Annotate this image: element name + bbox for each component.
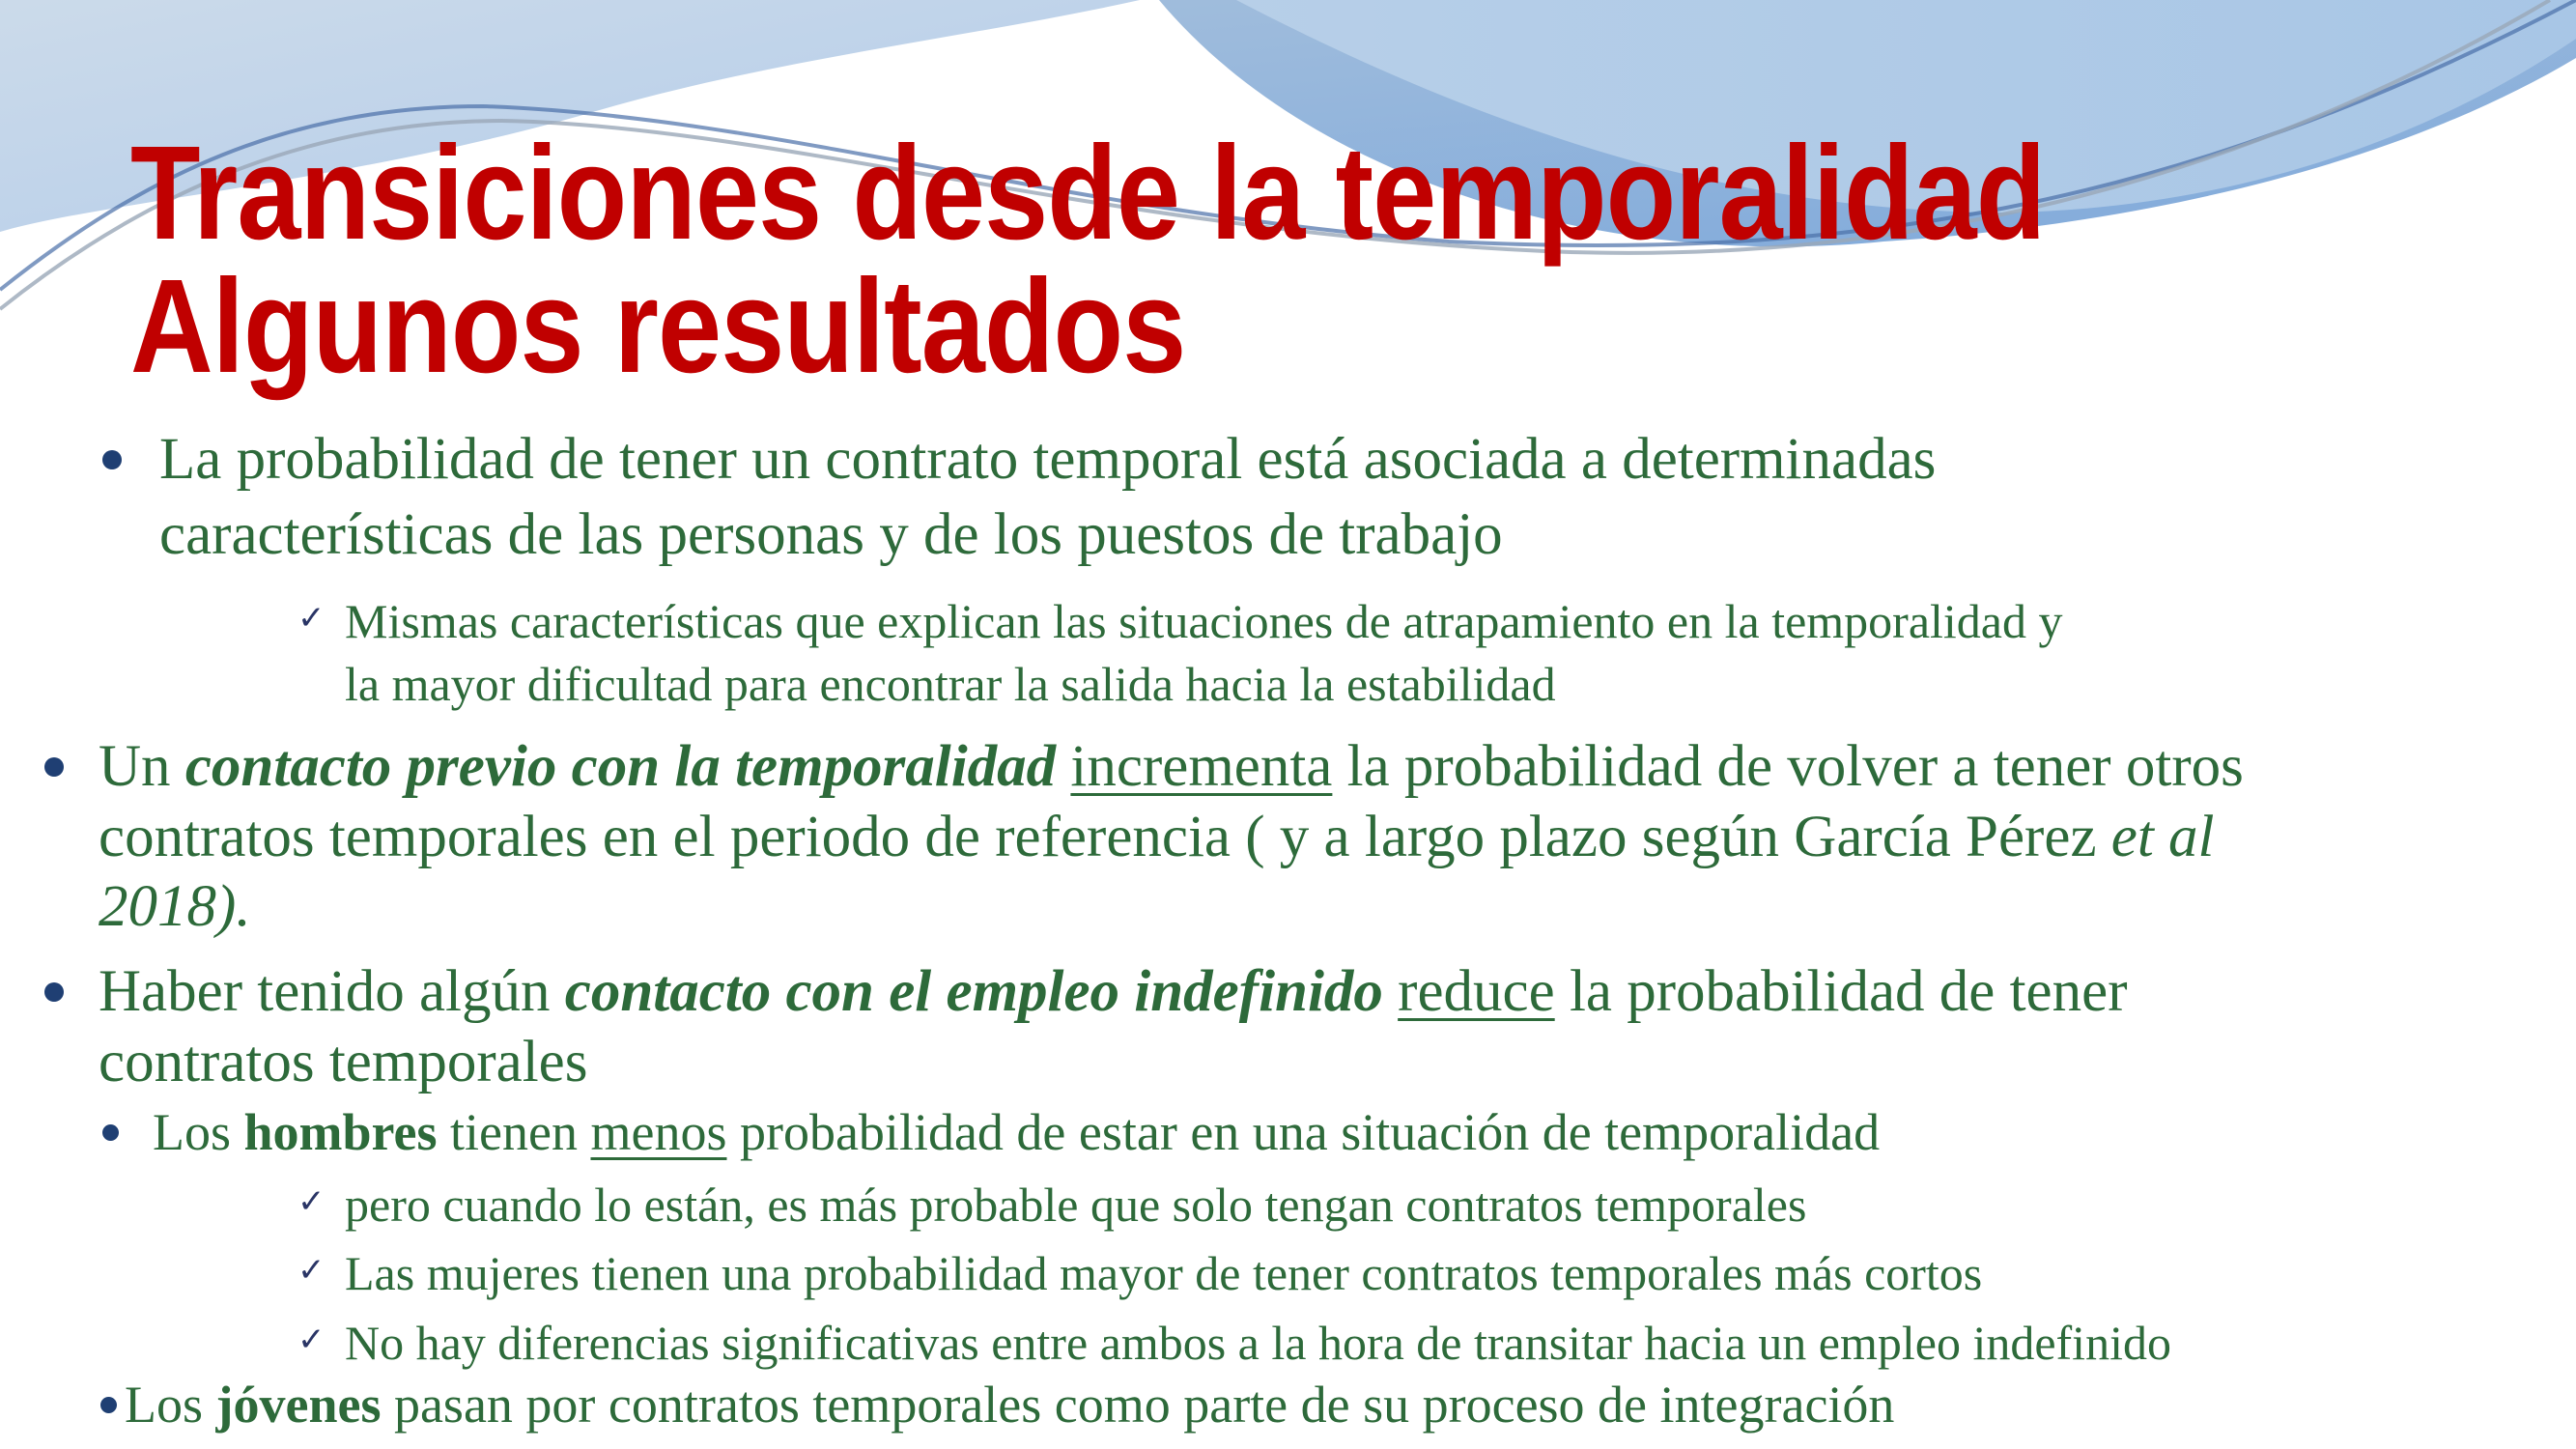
- text: tienen: [437, 1103, 591, 1161]
- text: probabilidad de estar en una situación de temporalidad: [726, 1103, 1881, 1161]
- emphasis-text: contacto previo con la temporalidad: [184, 734, 1057, 799]
- bullet-3-line-2: contratos temporales: [99, 1030, 588, 1094]
- sub-bullet-text: [153, 1101, 1880, 1163]
- bullet-1-line-1: La probabilidad de tener un contrato temporal está asociada a determinadas: [159, 427, 1937, 492]
- check-item-text: Las mujeres tienen una probabilidad mayor de tener contratos temporales más cortos: [345, 1246, 1983, 1300]
- bullet-icon: [102, 450, 122, 469]
- bullet-icon: [44, 757, 64, 777]
- bold-text: hombres: [243, 1103, 438, 1161]
- bullet-icon: [100, 1397, 117, 1413]
- checkmark-icon: ✓: [297, 1321, 326, 1359]
- emphasis-text: contacto con el empleo indefinido: [564, 959, 1383, 1024]
- underlined-text: reduce: [1398, 959, 1555, 1024]
- checkmark-icon: ✓: [297, 599, 326, 638]
- text: Haber tenido algún: [99, 959, 565, 1024]
- bullet-2-line-3: 2018).: [99, 874, 251, 939]
- underlined-text: incrementa: [1070, 734, 1333, 799]
- bullet-icon: [44, 982, 64, 1002]
- slide-title-line2: Algunos resultados: [130, 252, 1186, 401]
- checkmark-icon: ✓: [297, 1182, 326, 1221]
- underlined-text: menos: [590, 1103, 727, 1161]
- citation-italic: et al: [2110, 805, 2215, 869]
- bullet-2-line-2: [99, 803, 2215, 872]
- bold-text: jóvenes: [215, 1376, 382, 1434]
- bullet-1-line-2: características de las personas y de los puestos de trabajo: [159, 502, 1503, 567]
- check-item-text-cont: la mayor dificultad para encontrar la salida hacia la estabilidad: [345, 657, 1556, 711]
- text: contratos temporales en el periodo de referencia ( y a largo plazo según García Pérez: [99, 805, 2111, 869]
- text: Los: [153, 1103, 244, 1161]
- checkmark-icon: ✓: [297, 1251, 326, 1290]
- bullet-3-line-1: [99, 957, 2128, 1027]
- text: [1383, 959, 1398, 1024]
- text: la probabilidad de tener: [1554, 959, 2128, 1024]
- text: Los: [125, 1376, 216, 1434]
- text: la probabilidad de volver a tener otros: [1332, 734, 2244, 799]
- bullet-2-line-1: [99, 732, 2244, 802]
- bullet-4-text: [125, 1374, 1894, 1435]
- check-item-text: pero cuando lo están, es más probable que solo tengan contratos temporales: [345, 1178, 1807, 1232]
- check-item-text: Mismas características que explican las situaciones de atrapamiento en la temporalidad y: [345, 594, 2063, 648]
- text: Un: [99, 734, 185, 799]
- check-item-text: No hay diferencias significativas entre ambos a la hora de transitar hacia un empleo indefinido: [345, 1316, 2171, 1370]
- text: [1056, 734, 1070, 799]
- text: pasan por contratos temporales como parte de su proceso de integración: [381, 1376, 1895, 1434]
- sub-bullet-icon: [102, 1124, 119, 1141]
- slide-title-line1: Transiciones desde la temporalidad: [130, 119, 2046, 268]
